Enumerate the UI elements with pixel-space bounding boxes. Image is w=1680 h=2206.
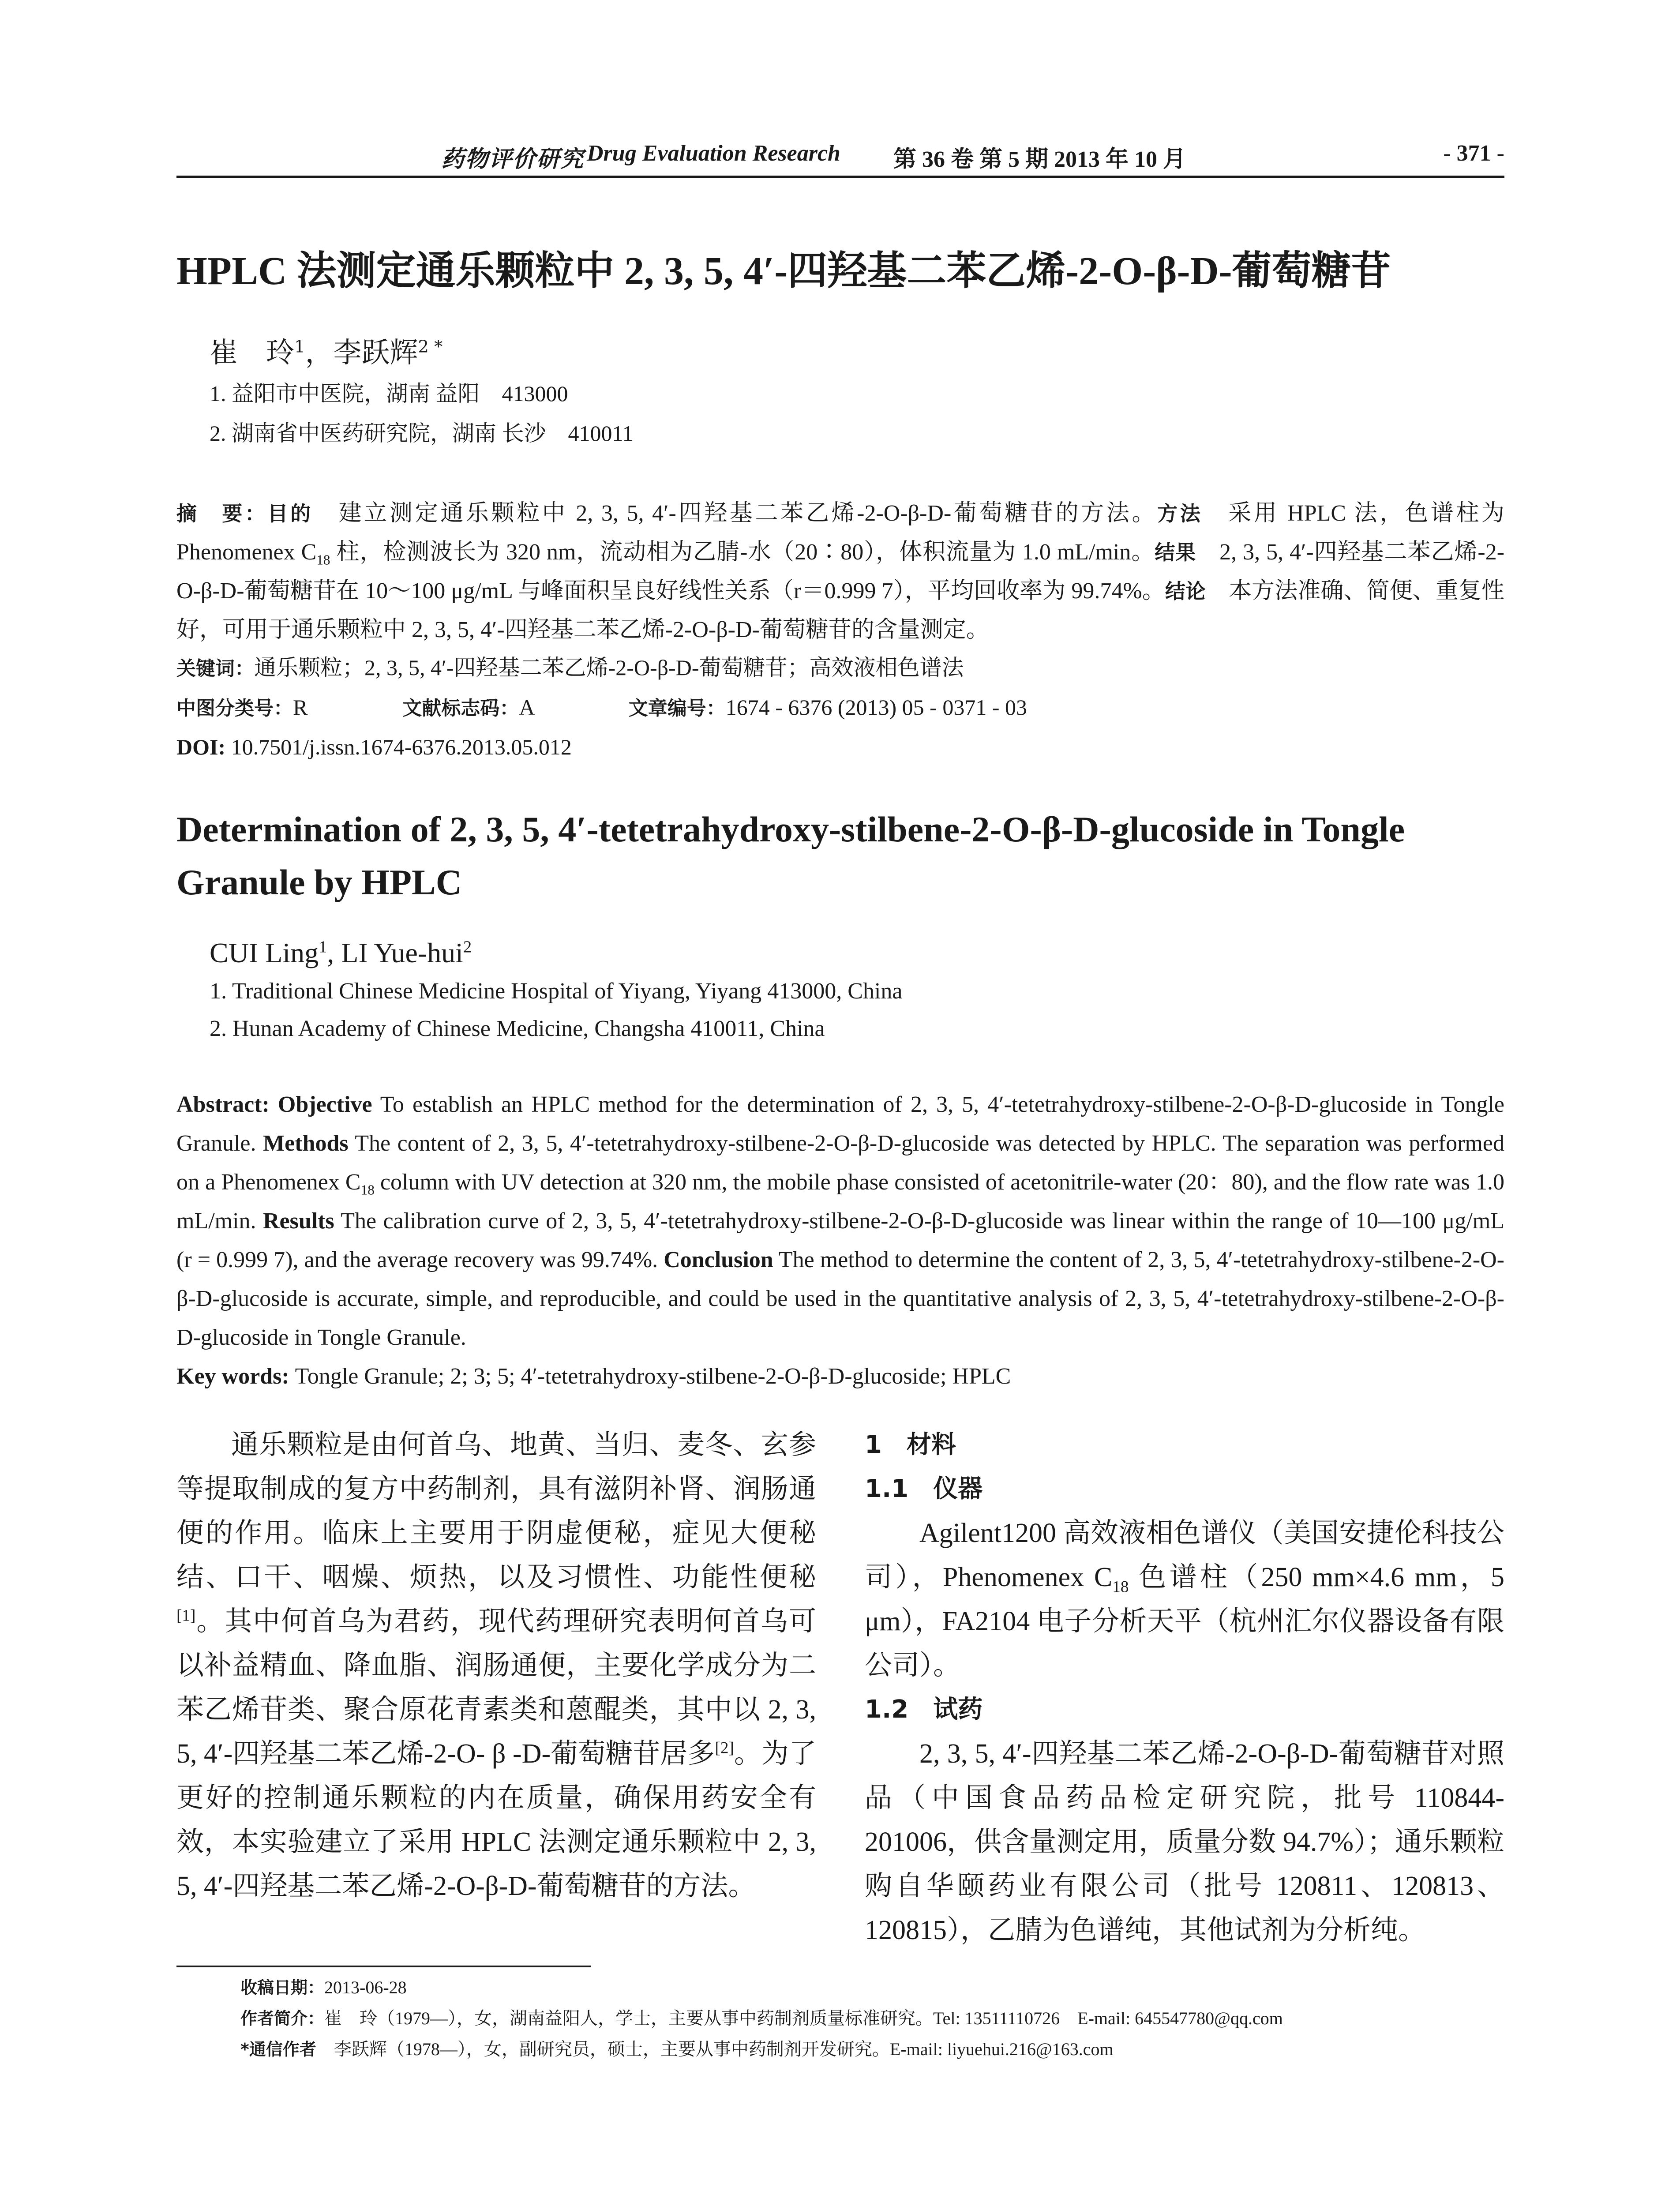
cn-affiliation-2: 2. 湖南省中医药研究院，湖南 长沙 410011 (210, 421, 634, 446)
classification-row (176, 692, 1027, 724)
section-1-heading: 1 材料 (865, 1430, 956, 1459)
en-results-label: Results (262, 1208, 334, 1234)
en-methods-label: Methods (263, 1131, 349, 1156)
section-1-2-heading: 1.2 试药 (865, 1695, 983, 1724)
method-sub: 18 (316, 552, 330, 568)
intro-text-b: 。其中何首乌为君药，现代药理研究表明何首乌可以补益精血、降血脂、润肠通便，主要化学成分为二苯乙烯苷类、聚合原花青素类和蒽醌类，其中以 2, 3, 5, 4′-四羟基二苯乙烯-2-O- β -D-葡萄糖苷居多 (176, 1606, 816, 1769)
author-bio-label: 作者简介： (240, 2009, 325, 2028)
conclusion-text: 本方法准确、简便、重复性好，可用于通乐颗粒中 2, 3, 5, 4′-四羟基二苯乙烯-2-O-β-D-葡萄糖苷的含量测定。 (176, 578, 1504, 642)
author-1: 崔 玲 (210, 337, 294, 369)
en-affiliation-2: 2. Hunan Academy of Chinese Medicine, Changsha 410011, China (210, 1016, 825, 1041)
author-1-sup: 1 (294, 337, 305, 357)
doi-row (176, 732, 572, 762)
en-methods-text-a: The content of 2, 3, 5, 4′-tetetrahydroxy-stilbene-2-O-β-D-glucoside was detected by HPLC. The separation was performed on a Phenomenex C (176, 1131, 1504, 1195)
cn-affiliation-1: 1. 益阳市中医院，湖南 益阳 413000 (210, 381, 568, 406)
en-methods-text-b: column with UV detection at 320 nm, the mobile phase consisted of acetonitrile-water (20：80), and the flow rate was 1.0 mL/min. (176, 1170, 1504, 1234)
intro-paragraph (176, 1423, 816, 1908)
footnote-corresponding (240, 2036, 1114, 2063)
page-number: - 371 - (1443, 141, 1504, 166)
author-2-sup: 2 * (418, 337, 443, 357)
reagents-paragraph: 2, 3, 5, 4′-四羟基二苯乙烯-2-O-β-D-葡萄糖苷对照品（中国食品药品检定研究院，批号 110844-201006，供含量测定用，质量分数 94.7%）；通乐颗粒购自华颐药业有限公司（批号 120811、120813、120815），乙腈为色谱纯，其他试剂为分析纯。 (865, 1739, 1504, 1945)
article-no-value: 1674 - 6376 (2013) 05 - 0371 - 03 (725, 695, 1027, 720)
method-text-b: 柱，检测波长为 320 nm，流动相为乙腈-水（20∶80），体积流量为 1.0 mL/min。 (330, 540, 1155, 565)
english-abstract (176, 1085, 1504, 1396)
header-rule (176, 176, 1504, 178)
en-keywords-text: Tongle Granule; 2; 3; 5; 4′-tetetrahydroxy-stilbene-2-O-β-D-glucoside; HPLC (295, 1364, 1011, 1389)
chinese-authors (210, 335, 442, 371)
en-results-text: The calibration curve of 2, 3, 5, 4′-tetetrahydroxy-stilbene-2-O-β-D-glucoside was linear within the range of 10—100 μg/mL (r = 0.999 7), and the average recovery was 99.74%. (176, 1208, 1504, 1272)
instruments-text-b: 色谱柱（250 mm×4.6 mm，5 μm），FA2104 电子分析天平（杭州汇尔仪器设备有限公司）。 (865, 1562, 1504, 1681)
en-author-separator: , (327, 937, 341, 968)
conclusion-label: 结论 (1165, 579, 1206, 603)
intro-text-c: 。为了更好的控制通乐颗粒的内在质量，确保用药安全有效，本实验建立了采用 HPLC 法测定通乐颗粒中 2, 3, 5, 4′-四羟基二苯乙烯-2-O-β-D-葡萄糖苷的方法。 (176, 1739, 816, 1901)
body-right-column (865, 1423, 1504, 1952)
en-objective-text: To establish an HPLC method for the determination of 2, 3, 5, 4′-tetetrahydroxy-stilbene-2-O-β-D-glucoside in Tongle Granule. (176, 1092, 1504, 1156)
result-text: 2, 3, 5, 4′-四羟基二苯乙烯-2-O-β-D-葡萄糖苷在 10～100 μg/mL 与峰面积呈良好线性关系（r＝0.999 7），平均回收率为 99.74%。 (176, 540, 1505, 604)
received-date: 2013-06-28 (324, 1977, 407, 1997)
en-keywords-label: Key words: (176, 1364, 295, 1389)
journal-logo: 药物评价研究 (441, 147, 585, 172)
running-header (176, 140, 1504, 172)
author-2: 李跃辉 (333, 337, 418, 369)
abstract-label: 摘 要： (176, 502, 268, 525)
author-bio: 崔 玲（1979—），女，湖南益阳人，学士，主要从事中药制剂质量标准研究。Tel: 13511110726 E-mail: 645547780@qq.com (324, 2008, 1283, 2028)
journal-title: Drug Evaluation Research (587, 141, 840, 166)
english-authors (210, 935, 472, 971)
ref-2: [2] (715, 1739, 734, 1757)
doi-label: DOI: (176, 735, 231, 759)
en-author-2-sup: 2 (463, 938, 472, 957)
article-no-label: 文章编号： (628, 697, 726, 720)
instruments-paragraph (865, 1511, 1504, 1688)
en-author-2: LI Yue-hui (341, 937, 463, 968)
doc-code-label: 文献标志码： (402, 697, 519, 720)
corresponding-label: *通信作者 (240, 2040, 316, 2059)
objective-label: 目的 (267, 502, 313, 525)
method-label: 方法 (1157, 502, 1203, 525)
result-label: 结果 (1155, 540, 1196, 564)
en-affiliation-1: 1. Traditional Chinese Medicine Hospital of Yiyang, Yiyang 413000, China (210, 979, 903, 1004)
en-abstract-label: Abstract: Objective (176, 1092, 372, 1117)
corresponding-bio: 李跃辉（1978—），女，副研究员，硕士，主要从事中药制剂开发研究。E-mail: liyuehui.216@163.com (316, 2039, 1114, 2059)
keywords-cn (176, 652, 964, 684)
en-author-1: CUI Ling (210, 937, 319, 968)
chinese-abstract (176, 494, 1504, 649)
en-author-1-sup: 1 (319, 938, 327, 957)
en-conclusion-label: Conclusion (664, 1247, 773, 1272)
doc-code-value: A (519, 695, 534, 720)
author-separator: ， (305, 337, 334, 369)
en-methods-sub: 18 (360, 1182, 375, 1198)
objective-text: 建立测定通乐颗粒中 2, 3, 5, 4′-四羟基二苯乙烯-2-O-β-D-葡萄糖苷的方法。 (313, 501, 1158, 526)
received-label: 收稿日期： (240, 1978, 325, 1997)
ref-1: [1] (176, 1606, 196, 1625)
instruments-text-a: Agilent1200 高效液相色谱仪（美国安捷伦科技公司），Phenomenex C (865, 1518, 1504, 1592)
en-conclusion-text: The method to determine the content of 2, 3, 5, 4′-tetetrahydroxy-stilbene-2-O-β-D-glucoside is accurate, simple, and reproducible, and could be used in the quantitative analysis of 2, 3, 5, 4′-tetetrahydroxy-stilbene-2-O-β-D-glucoside in Tongle Granule. (176, 1247, 1504, 1350)
instruments-sub: 18 (1112, 1578, 1129, 1596)
method-text-a: 采用 HPLC 法，色谱柱为 Phenomenex C (176, 501, 1505, 565)
clc-label: 中图分类号： (176, 697, 293, 720)
issue-info: 第 36 卷 第 5 期 2013 年 10 月 (893, 147, 1186, 172)
doi-value: 10.7501/j.issn.1674-6376.2013.05.012 (231, 735, 572, 759)
section-1-1-heading: 1.1 仪器 (865, 1474, 983, 1503)
clc-value: R (293, 695, 308, 720)
body-left-column (176, 1423, 816, 1908)
footnote-author (240, 2005, 1283, 2032)
chinese-title: HPLC 法测定通乐颗粒中 2, 3, 5, 4′-四羟基二苯乙烯-2-O-β-D-葡萄糖苷 (176, 249, 1391, 293)
footnote-received (240, 1974, 407, 2001)
intro-text-a: 通乐颗粒是由何首乌、地黄、当归、麦冬、玄参等提取制成的复方中药制剂，具有滋阴补肾、润肠通便的作用。临床上主要用于阴虚便秘，症见大便秘结、口干、咽燥、烦热，以及习惯性、功能性便秘 (176, 1430, 816, 1592)
keywords-cn-text: 通乐颗粒；2, 3, 5, 4′-四羟基二苯乙烯-2-O-β-D-葡萄糖苷；高效液相色谱法 (254, 655, 964, 680)
english-title: Determination of 2, 3, 5, 4′-tetetrahydroxy-stilbene-2-O-β-D-glucoside in Tongle Granule by HPLC (176, 809, 1405, 902)
footnote-rule (176, 1966, 591, 1967)
keywords-cn-label: 关键词： (176, 657, 254, 680)
